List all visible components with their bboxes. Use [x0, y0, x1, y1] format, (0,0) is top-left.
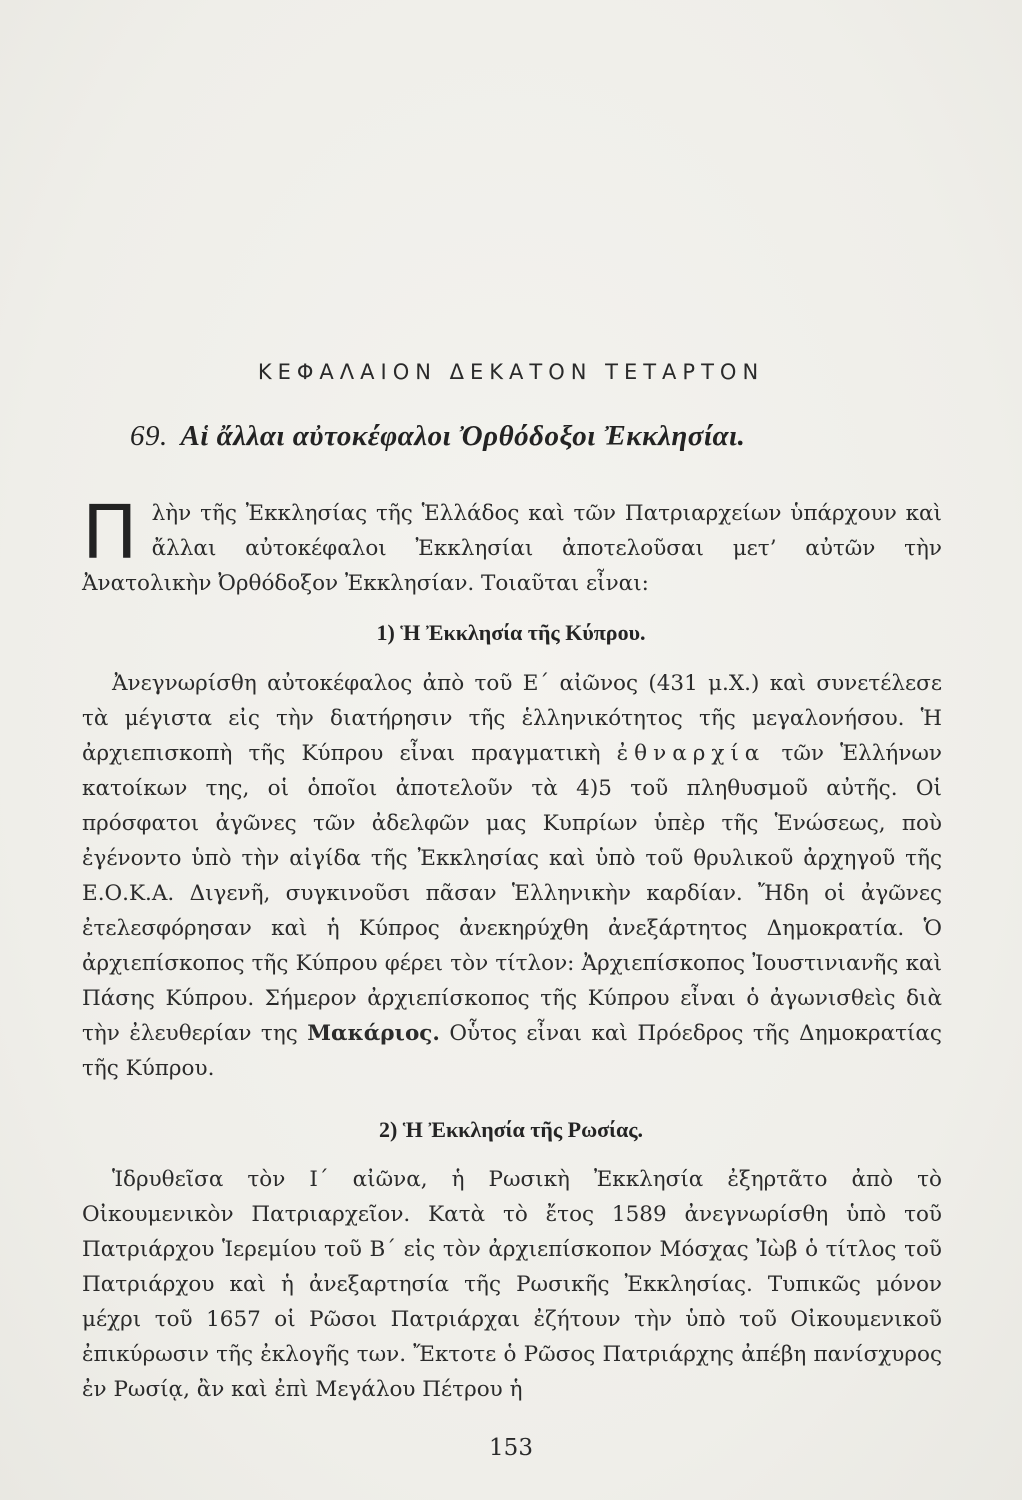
subsection-body-russia: Ἱδρυθεῖσα τὸν Ι΄ αἰῶνα, ἡ Ρωσικὴ Ἐκκλησία ἐξηρτᾶτο ἀπὸ τὸ Οἰκουμενικὸν Πατριαρχεῖον. Κατὰ τὸ ἔτος 1589 ἀνεγνωρίσθη ὑπὸ τοῦ Πατριάρχου Ἱερεμίου τοῦ Β΄ εἰς τὸν ἀρχιεπίσκοπον Μόσχας Ἰὼβ ὁ τίτλος τοῦ Πατριάρχου καὶ ἡ ἀνεξαρτησία τῆς Ρωσικῆς Ἐκκλησίας. Τυπικῶς μόνον μέχρι τοῦ 1657 οἱ Ρῶσοι Πατριάρχαι ἐζήτουν τὴν ὑπὸ τοῦ Οἰκουμενικοῦ ἐπικύρωσιν τῆς ἐκλογῆς των. Ἔκτοτε ὁ Ρῶσος Πατριάρχης ἀπέβη πανίσχυρος ἐν Ρωσίᾳ, ἂν καὶ ἐπὶ Μεγάλου Πέτρου ἡ — [82, 1167, 942, 1402]
page-number: 153 — [489, 1435, 533, 1461]
section-number: 69. — [130, 420, 168, 452]
subsection-heading-cyprus: 1) Ἡ Ἐκκλησία τῆς Κύπρου. — [376, 620, 646, 645]
section-title-text: Αἱ ἄλλαι αὐτοκέφαλοι Ὀρθόδοξοι Ἐκκλησίαι. — [180, 420, 746, 452]
subsection-heading-russia: 2) Ἡ Ἐκκλησία τῆς Ρωσίας. — [378, 1117, 644, 1142]
drop-cap: Π — [82, 490, 138, 576]
subsection-body-cyprus — [82, 666, 942, 1086]
intro-text: λὴν τῆς Ἐκκλησίας τῆς Ἑλλάδος καὶ τῶν Πατριαρχείων ὑπάρχουν καὶ ἄλλαι αὐτοκέφαλοι Ἐκκλησίαι ἀποτελοῦσαι μετ’ αὐτῶν τὴν Ἀνατολικὴν Ὀρθόδοξον Ἐκκλησίαν. Τοιαῦται εἶναι: — [82, 501, 942, 596]
intro-paragraph — [82, 490, 942, 601]
bold-name: Μακάριος. — [307, 1021, 440, 1046]
cyprus-text-part-b: τῶν Ἑλλήνων κατοίκων της, οἱ ὁποῖοι ἀποτελοῦν τὰ 4)5 τοῦ πληθυσμοῦ αὐτῆς. Οἱ πρόσφατοι ἀγῶνες τῶν ἀδελφῶν μας Κυπρίων ὑπὲρ τῆς Ἑνώσεως, ποὺ ἐγένοντο ὑπὸ τὴν αἰγίδα τῆς Ἐκκλησίας καὶ ὑπὸ τοῦ θρυλικοῦ ἀρχηγοῦ τῆς Ε.Ο.Κ.Α. Διγενῆ, συγκινοῦσι πᾶσαν Ἑλληνικὴν καρδίαν. Ἤδη οἱ ἀγῶνες ἐτελεσφόρησαν καὶ ἡ Κύπρος ἀνεκηρύχθη ἀνεξάρτητος Δημοκρατία. Ὁ ἀρχιεπίσκοπος τῆς Κύπρου φέρει τὸν τίτλον: Ἀρχιεπίσκοπος Ἰουστινιανῆς καὶ Πάσης Κύπρου. Σήμερον ἀρχιεπίσκοπος τῆς Κύπρου εἶναι ὁ ἀγωνισθεὶς διὰ τὴν ἐλευθερίαν της — [82, 741, 942, 1046]
spaced-emphasis-word: ἐθναρχία — [616, 741, 766, 766]
cyprus-text-part-c: Οὗτος εἶναι καὶ Πρόεδρος τῆς Δημοκρατίας τῆς Κύπρου. — [82, 1021, 942, 1081]
chapter-heading: ΚΕΦΑΛΑΙΟΝ ΔΕΚΑΤΟΝ ΤΕΤΑΡΤΟΝ — [257, 360, 765, 384]
section-title — [130, 420, 910, 453]
cyprus-text-part-a: Ἀνεγνωρίσθη αὐτοκέφαλος ἀπὸ τοῦ Ε΄ αἰῶνος (431 μ.Χ.) καὶ συνετέλεσε τὰ μέγιστα εἰς τὴν διατήρησιν τῆς ἑλληνικότητος τῆς μεγαλονήσου. Ἡ ἀρχιεπισκοπὴ τῆς Κύπρου εἶναι πραγματικὴ — [82, 671, 942, 766]
